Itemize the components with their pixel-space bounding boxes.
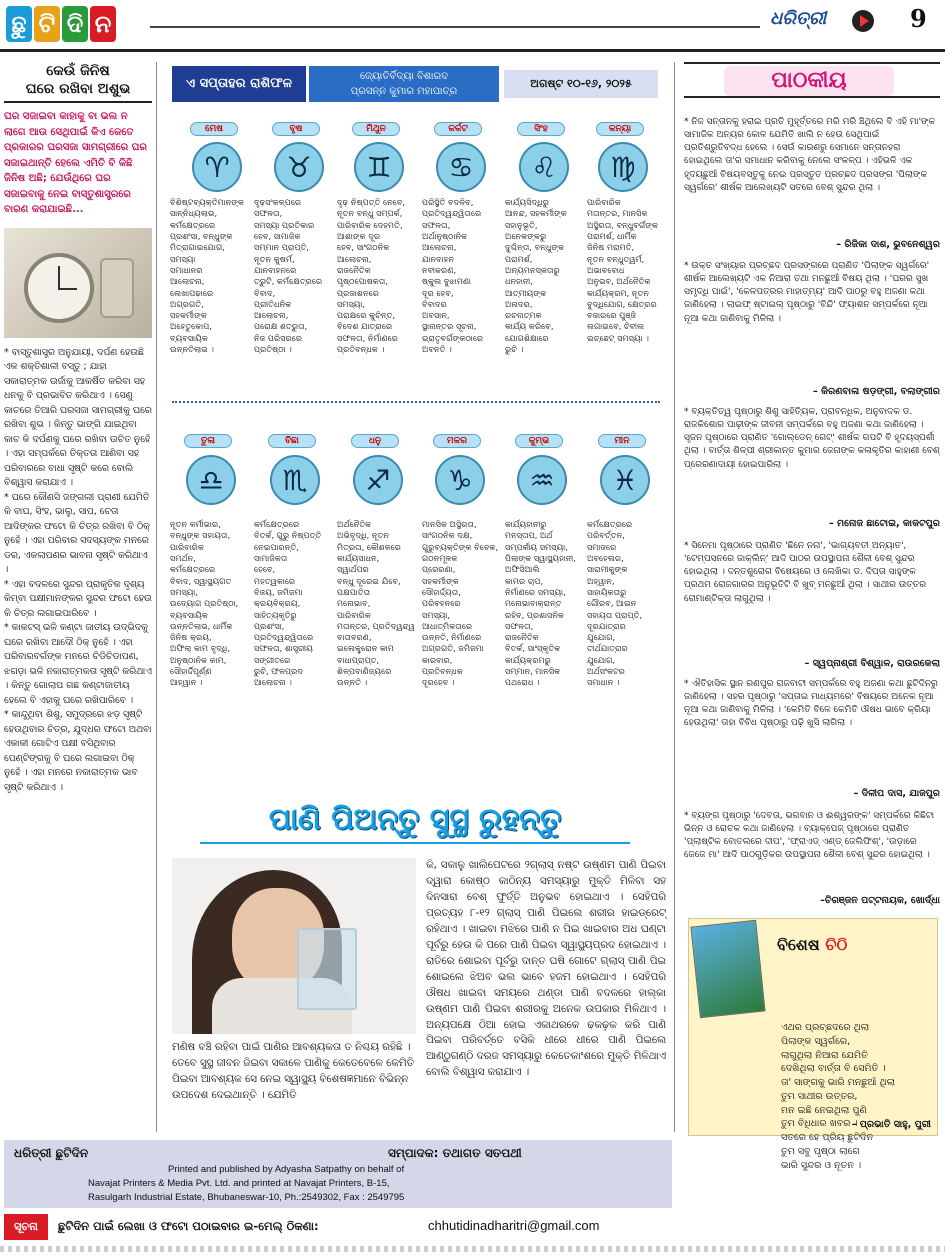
masthead-letter: ଛୁ	[6, 6, 32, 42]
footer-imprint-2: Navajat Printers & Media Pvt. Ltd. and printed at Navajat Printers, B-15,	[88, 1178, 390, 1189]
zodiac-name: ବୃଷ	[272, 122, 320, 136]
reader-letter: * ସିନେମା ପୃଷ୍ଠାରେ ପ୍ରାଣିତ 'ଛିନେ ନନା', 'ଭାଗ୍ୟବତୀ ଅନ୍ୟାତ', 'ଟେମ୍ପସନରେ ଜାକ୍‌ଲିନ୍' ଆଦି ପାଠର ଉପସ୍ଥାପନା ଶୈଳୀ ବେଶ୍ ସୁନ୍ଦର ହୋଇଥିଲା । ଦନ୍ତଶୁରୋଗ ବିଷେୟରେ ଓ ଲେଖିକା ଡ. ଦିପ୍ତା ସାହୁଙ୍କ ପ୍ରଥମ ରୋଜଗାରର ଅନୁଭୂତିଟି ବି ଖୁବ୍ ମନଛୁଆଁ ଥିଲା । ସାଥୀର ଉତ୍ତର ରୋମାଣ୍ଟିକ୍‌ତା ଲାଗୁଥିଲା ।	[684, 541, 927, 604]
zodiac-name: ତୁଳା	[184, 434, 232, 448]
gemini-icon: ♊	[354, 142, 404, 192]
byline-name: ପ୍ରସନ୍ନ କୁମାର ମହାପାତ୍ର	[350, 86, 458, 97]
zodiac-name: କର୍କଟ	[434, 122, 482, 136]
zodiac-forecast: ନୂତନ କର୍ମୀଭାର, ବନ୍ଧୁଙ୍କ ସହାୟତା, ପାରିବାରିକ ସମର୍ଥନ, କର୍ମକ୍ଷେତ୍ରରେ ବିବାଦ, ସ୍ୱାସ୍ଥ୍ୟଗତ ସମସ୍ୟା, ଉଦ୍ୟୋଗ ପ୍ରତିଷ୍ଠା, ବ୍ୟବସାୟିକ ଉନ୍ନତିଲାଭ, ଧାର୍ମିକ ଜିନିଷ କ୍ରୟ, ଅଫିଲ୍ କାମ ବୃଦ୍ଧି, ଅନୁଷ୍ଠାନିକ କାମ, ସୌହାର୍ଦ୍ଦିପୂର୍ଣ୍ଣ ଆହ୍ୱାନ ।	[170, 519, 239, 688]
zodiac-name: କନ୍ୟା	[596, 122, 644, 136]
scorpio-icon: ♏	[270, 455, 320, 505]
footer-brand: ଧରିତ୍ରୀ ଛୁଟିଦିନ	[14, 1146, 89, 1160]
special-letter-poem: ଏଥର ପ୍ରଚ୍ଛଦରେ ଥିଲା ପିଲାଙ୍କ ସ୍ୱର୍ଗରେ, ଲାଗୁଥିଲା ନିଆରା ଯେମିତି ଦେଖିଥିଲା ବାର୍ତ୍ତା ବି ସେମିତି । ତା' ସାଙ୍ଗକୁ ଭାରି ମନଛୁଆଁ ଥିଲା ତୁମ ସାଥୀର ଉତ୍ତର, ମନ ଇଛି ନେଇଥିଲା ପୁଣି ତୁମ ବିଧିଧାର ଖବର । ସତରେ ହେ ପ୍ରିୟ ଛୁଟିଦିନ ତୁମ ସବୁ ପୃଷ୍ଠା ଲାଗେ ଭାରି ସୁନ୍ଦର ଓ ନୂତନ ।	[781, 1022, 896, 1171]
reader-letter: * ବ୍ୟକ୍ତିତ୍ୱ ପୃଷ୍ଠାରୁ ଶିଶୁ ସାହିତ୍ୟିକ, ପ୍ରାବନ୍ଧିକ, ଅନୁବାଦକ ଡ. ରାଜକିଶୋର ପାଢ଼ୀଙ୍କ ଜୀବନୀ ସମ୍ପର୍କରେ ବହୁ ଅଜଣା କଥା ଜାଣିହେଲା । ସୃଜନ ପୃଷ୍ଠାରେ ପ୍ରାଣିତ 'ଗୋଲ୍‌ଡେନ୍ ଗେଟ୍' ଶୀର୍ଷକ ଗପଟି ବି ହୃଦୟସ୍ପର୍ଶୀ ଥିଲା । ବାର୍ତ୍ତା ଶିଳ୍ପୀ ଶ୍ରୀକାନ୍ତ କୁମାର ଜେନାଙ୍କ କଳାକୃତିର କାହାଣୀ ବେଶ୍ ପ୍ରେରଣାଦାୟୀ ହୋଇପାରିଲା ।	[684, 407, 940, 470]
headline-line: କେଉଁ ଜିନିଷ	[46, 63, 110, 79]
left-intro: ଘର ସଜାଇବା କାହାକୁ ବା ଭଲ ନ ଲାଗେ ଆଉ ସେଥିପାଇଁ କିଏ କେତେ ପ୍ରକାରର ଘରସଜା ସାମଗ୍ରୀରେ ଘର ସଜାଇଥାନ୍ତି ହେଲେ ଏମିତି ବି କିଛି ଜିନିଷ ଅଛି; ଯେଉଁଥିରେ ଘର ସଜାଇବାକୁ ନେଇ ବାସ୍ତୁଶାସ୍ତ୍ରରେ ବାରଣ କରାଯାଇଛି...	[4, 111, 148, 216]
footer-imprint-3: Rasulgarh Industrial Estate, Bhubaneswar-10, Ph.:2549302, Fax : 2549795	[88, 1192, 405, 1203]
byline-title: ଜ୍ୟୋତିର୍ବିଦ୍ୟା ବିଶାରଦ	[360, 71, 448, 82]
zodiac-forecast: ମାନସିକ ଅସ୍ଥିରତା, ସାଂଗଠନିକ ଦକ୍ଷ, ଗୁରୁବ୍ୟକ୍ତିଙ୍କ ବିବେକ, ଗଠନମୂଳକ ପ୍ରେରଣା, ସହକର୍ମୀଙ୍କ ସୌହାର୍ଦ୍ଦ୍ୟତା, ପରିବହନରେ ସମସ୍ୟା, ଆଧାତ୍ମିକତାରେ ଉନ୍ନତି, ନିର୍ମାଣରେ ଅଗ୍ରଗତି, ଜମିଜମା କାରବାର, ପ୍ରତିବନ୍ଧକ ଦୂରହେବ ।	[422, 519, 499, 688]
aries-icon: ♈	[192, 142, 242, 192]
notice-label: ସୂଚନା	[4, 1214, 48, 1240]
headline-line: ଘରେ ରଖିବା ଅଶୁଭ	[25, 81, 131, 98]
special-title-word: ବିଶେଷ	[777, 935, 820, 954]
column-divider	[674, 62, 675, 1132]
notice-bar	[4, 1214, 672, 1240]
left-headline	[4, 62, 152, 103]
reader-signature: –ଚିରଞ୍ଜନ ପଟ୍ଟନାୟକ, ଖୋର୍ଦ୍ଧା	[820, 895, 940, 906]
reader-column-title: ପାଠକୀୟ	[724, 66, 894, 96]
zodiac-forecast: ଦୃଢ଼ ନିଷ୍ପତ୍ତି ନେବେ, ନୂତନ ବନ୍ଧୁ ସମ୍ପର୍କ, ପାରିବାରିକ ଦେହମତି, ଆଶାଙ୍କ ଦୂର ହେବ, ସାଂଗଠନିକ ଆଲୋଚନା, ରାଜନୈତିକ ପୃଷ୍ଠପୋଷକତା, ପ୍ରଜାଶନରେ ସମସ୍ୟା, ପରାକ୍ଷରେ କୁଚିନ୍ତ, ବିଦେଶ ଯାତ୍ରାରେ ସଫଳତା, ନିର୍ମାଣରେ ପ୍ରତିବନ୍ଧକ ।	[337, 197, 406, 355]
horoscope-title: ଏ ସପ୍ତାହର ରାଶିଫଳ	[172, 66, 306, 102]
pisces-icon: ♓	[600, 455, 650, 505]
reader-signature: – ସ୍ୱପ୍ନାଶ୍ରୀ ବିଶ୍ୱାଳ, ରାଉରକେଲା	[804, 658, 940, 669]
water-headline-underline	[200, 842, 630, 844]
leo-icon: ♌	[519, 142, 569, 192]
capricorn-icon: ♑	[435, 455, 485, 505]
zodiac-forecast: କାର୍ଯ୍ୟସିଦ୍ଧିରୁ ଆନନ୍ଦ, ସହକର୍ମୀଙ୍କ ସହାନୁଭୂତି, ଅନେକଙ୍କରୁ ଦୁଶ୍ଚିନ୍ତା, ବନ୍ଧୁଙ୍କ ପରାମର୍ଶ, ଅନ୍ୟମନସ୍କତାରୁ ଧନହାନୀ, ଆତ୍ମୀୟଙ୍କ ଅନାଦର, ରଚନାତ୍ମକ କାର୍ଯ୍ୟ କରିବେ, ଯୋଗଶିକ୍ଷାରେ ରୁଚି ।	[505, 197, 567, 355]
water-lead-text: ମଣିଷ ବଞ୍ଚି ରହିବା ପାଇଁ ପାଣିର ଆବଶ୍ୟକତା ତ ନିଶ୍ଚୟ ରହିଛି । ତେବେ ସୁସ୍ଥ ଜୀବନ ଜିଇବା ସକାଳେ ପାଣିକୁ କେତେବେଳେ କେମିତି ପିଇବା ଆବଶ୍ୟକ ସେ ନେଇ ସ୍ୱାସ୍ଥ୍ୟ ବିଶେଷଜ୍ଞମାନେ ବିଭିନ୍ନ ଉପଦେଶ ଦେଇଥାନ୍ତି । ଯେମିତି	[172, 1041, 414, 1101]
zodiac-forecast: କାର୍ଯ୍ୟହାନୀରୁ ମନସ୍ତାପ, ଅର୍ଥ ସମ୍ପର୍କୀୟ ସମସ୍ୟା, ପିଲାଙ୍କ ସ୍ୱାସ୍ଥ୍ୟହାନୀ, ଅଫିସିଆଲି କାମର ଚାପ, ନିର୍ମାଣରେ ସମସ୍ୟା, ମନୋଭାବାକ୍ରାନ୍ତ ରହିବ, ପ୍ରଶାସନିକ ସଫଳତା, ରାଜନୈତିକ ବିତର୍କ, ସାଂସ୍କୃତିକ କାର୍ଯ୍ୟକ୍ରମରୁ ସମ୍ମାନ, ମାନସିକ ପଥରୋଧ ।	[505, 519, 576, 688]
masthead-letter: ଦି	[62, 6, 88, 42]
horoscope-separator	[172, 401, 660, 403]
zodiac-name: ମିଥୁନ	[352, 122, 400, 136]
sagittarius-icon: ♐	[353, 455, 403, 505]
zodiac-name: କୁମ୍ଭ	[515, 434, 563, 448]
special-letter-signature: – ପ୍ରଭାତି ସାହୁ, ପୁରୀ	[851, 1119, 931, 1130]
zodiac-forecast: ଅର୍ଥନୈତିକ ଅଭିବୃଦ୍ଧି, ନୂତନ ମିତ୍ରତା, କୌଶଳରେ କାର୍ଯ୍ୟସାଧନ, ସ୍ୱାର୍ଥପର ବନ୍ଧୁ ଦୂରେଇ ଯିବେ, ପକ୍ଷପାତିତା ମନୋଭାବ, ପାରିବାରିକ ମତାନ୍ତର, ପ୍ରତିଦ୍ୱନ୍ଦ୍ୱ ବାତାବରଣ, ଇଲେକ୍ଟ୍ରୋନ କାମ ବାଧାପ୍ରାପ୍ତ, ଶିଳ୍ପବାଣିଜ୍ୟରେ ଉନ୍ନତି ।	[337, 519, 415, 688]
page-number: 9	[910, 4, 927, 33]
horoscope-date: ଅଗଷ୍ଟ ୧୦-୧୬, ୨୦୨୫	[504, 70, 658, 98]
zodiac-name: ବିଛା	[268, 434, 316, 448]
masthead-logo	[6, 6, 118, 42]
woman-drinking-photo	[172, 858, 416, 1034]
zodiac-forecast: ପାରିବାରିକ ମତାନ୍ତର, ମାନସିକ ଅସ୍ଥିରତା, ବନ୍ଧୁବର୍ଗଙ୍କ ପରାମର୍ଶ, ଧାର୍ମିକ ଜିନିଷ ମରାମତି, ନୂତନ ବନ୍ଧୁତ୍ୱର୍ମ, ଅଭାବବୋଧ ଅନୁଭବ, ଅର୍ଥନୈତିକ କାର୍ଯ୍ୟକ୍ରମ, ନୂତନ ବୁଦ୍ଧିଯୋଗ, କ୍ଷେତ୍ରର ବଜାରରେ ପୁଞ୍ଜି ଲଗାଇବେ, ଚିବୀଲ ଇଚ୍ଛେଟ୍ ସମସ୍ୟା ।	[587, 197, 659, 343]
zodiac-name: ସିଂହ	[517, 122, 565, 136]
column-divider	[156, 62, 157, 1132]
horoscope-byline	[309, 66, 499, 102]
zodiac-forecast: କର୍ମକ୍ଷେତ୍ରରେ ବିତର୍କ, ଗୁରୁ ନିଷ୍ପତ୍ତି ନେଇପାରନ୍ତି, ସାମାଜିକତା ହେବେ, ମହତ୍ୱକାରେ ବିଜୟ, ଜମିଜମା କ୍ରୟବିକ୍ରୟ, ସାହିତ୍ୟକୃତିରୁ ପ୍ରଶଂସା, ପ୍ରତିଦ୍ୱନ୍ଦ୍ୱିତାରେ ସଫଳତା, ଶାସ୍ତ୍ରୀୟ ସଙ୍ଗୀତରେ ରୁଚି, ଫଳପ୍ରଦ ଆଲୋଚନା ।	[254, 519, 322, 688]
water-body: କି, ସକାଳୁ ଖାଲିପେଟରେ ୨ଗ୍ଲାସ୍ ନଷ୍ଟ ଉଷ୍ଣମ ପାଣି ପିଇବା ଦ୍ୱାରା କୋଷ୍ଠ କାଠିନ୍ୟ ସମସ୍ୟାରୁ ମୁକ୍ତି ମିଳିବା ସହ ଦିନସାରା ବେଶ୍ ଫୁର୍ତ୍ତି ଅନୁଭବ ହୋଇଥାଏ । ସେହିପରି ପ୍ରତ୍ୟହ ୮-୧୨ ଗ୍ଲାସ୍ ପାଣି ପିଇଲେ ଶରୀର ହାଇଡ୍ରେଟ୍ ରହିଥାଏ । ଖାଇବା ମଝିରେ ପାଣି ନ ପିଇ ଖାଇବାର ଅଧ ଘଣ୍ଟା ପୂର୍ବରୁ ହେଉ କି ପରେ ପାଣି ପିଇବା ସ୍ୱାସ୍ଥ୍ୟପ୍ରଦ ହୋଇଥାଏ । ରାତିରେ ଶୋଇବା ପୂର୍ବରୁ ଦାନ୍ତ ଘଷି ଗୋଟେ ଗ୍ଲାସ୍ ପାଣି ପିଇ ଶୋଇଲେ ଝିଅବ ଭଲ ଭାବେ ହଜମ ହୋଇଥାଏ । ସେହିପରି ଔଷଧ ଖାଇବା ସମୟରେ ଥଣ୍ଡା ପାଣି ବଦଳରେ ହାଲ୍କା ଉଷ୍ଣମ ପାଣି ପିଇବା ଶରୀରକୁ ଅନେକ ଉପକାର ମିଳିଥାଏ । ଅନ୍ୟପକ୍ଷେ ଠିଆ ହୋଇ ଏକାଥରକେ ଢକଢ଼କ କରି ପାଣି ପିଇବା ପରିବର୍ତ୍ତେ ବସିକି ଧୀରେ ଧୀରେ ପାଣି ପିଇଲେ ଆଣ୍ଠୁଗଣ୍ଠି ଦରଜ ସମସ୍ୟାରୁ କେତେକାଂଶରେ ମୁକ୍ତି ମିଳିଥାଏ ବୋଲି ବିଶ୍ୱାସ କରାଯାଏ ।	[426, 859, 666, 1079]
play-icon	[852, 10, 874, 32]
imprint-box	[4, 1140, 672, 1208]
reader-signature: – ରିଜିକା ଦାଶ, ଭୁବନେଶ୍ୱର	[836, 239, 940, 250]
reader-signature: – ମନୋଜ ଛାଟୋଇ, କାକଟପୁର	[828, 518, 940, 529]
water-lead	[172, 1040, 416, 1104]
special-letter-title	[777, 935, 847, 955]
zodiac-forecast: କର୍ମକ୍ଷେତ୍ରରେ ପରିବର୍ତ୍ତନ, ସମାଜରେ ଅବହେଳାର, ସାରାମୀକୁଙ୍କ ଅହ୍ୱାନ, ସାହାୟିକତାରୁ ଗୌରବ, ଆଇନ ସହାୟତା ପ୍ରାପ୍ତି, ଦୂରଯାତ୍ରାର ଯୁଯୋଗ, ତୀର୍ଥଯାତ୍ରାର ଯୁଯୋଗ, ଅର୍ଥସଂକଟର ସମାଧାନ ।	[587, 519, 643, 688]
reader-letter: * ଐତିହାସିକ ସ୍ଥାନ ରଣପୁର ରାଜବାଟୀ ସମ୍ପର୍କରେ ବହୁ ଅଜଣା କଥା ଛୁଟିଦିନରୁ ଜାଣିହେଲା । ସହର ପୃଷ୍ଠାରୁ 'ସପ୍ତାଇ ମାଧ୍ୟମରେ' ବିଷୟରେ ଅନେକ ନୂଆ ନୂଆ କଥା ଜାଣିବାକୁ ମିଳିଲା । 'କେମିତି ବିଳେ କେମିତି ଔଷଧ ଭାବେ କ୍ରିୟା ହେଉଥିଲା' ତାହା ବିବିଧ ପୃଷ୍ଠାରୁ ପଢ଼ି ଖୁସି ଲାଗିଲା ।	[684, 679, 938, 729]
zodiac-forecast: ବିଶିଷ୍ଟବ୍ୟକ୍ତିମାନଙ୍କ ସାନ୍ନିଧ୍ୟଲାଭ, କର୍ମକ୍ଷେତ୍ରରେ ପ୍ରଶଂସା, ବନ୍ଧୁଙ୍କ ମିତ୍ରାଗାଇଯୋଗ, ସମସ୍ୟା ସମାଧାନର ଆଲୋଚନା, ଲେଖାପଢାରେ ଅଗ୍ରଗତି, ସହକର୍ମୀଙ୍କ ଅହେତୁକୋପ, ବ୍ୟବସାୟିକ ଉନ୍ନତିଲାଭ ।	[170, 197, 245, 355]
reader-column-header	[684, 62, 940, 98]
reader-signature: – ଦିଳୀପ ଦାସ, ଯାଜପୁର	[853, 788, 940, 799]
zodiac-name: ମକର	[433, 434, 481, 448]
notice-email[interactable]: chhutidinadharitri@gmail.com	[428, 1218, 600, 1233]
reader-letter: * ନିଜ ସନ୍ତାନକୁ ହରାଇ ପ୍ରତି ମୁହୂର୍ତ୍ତରେ ମରି ମରି ଞ୍ଚିଥିଲେ ବି ଏହି ମା'ଙ୍କ ସାମାଜିକ ଅନ୍ୟର କୋଳ ଯେମିତି ଖାଲି ନ ହେଉ ସେଥିପାଇଁ ପ୍ରତିଶ୍ରୁତିବଦ୍ଧ ହେଲେ । ସେଉଁ କାରଣରୁ ସେମାନେ ସନ୍ତାନହରା ହୋଇଥିଲେ ତା'ର ସମାଧାନ କରିବାକୁ ନେଲେ ସଂକଳ୍ପ । ଏହିଭଳି ଏକ ହୃଦୟଛୁଆଁ ବିଷୟବସ୍ତୁକୁ ନେଇ ପ୍ରସ୍ତୁତ ପ୍ରଚ୍ଛଦ ପ୍ରସଙ୍ଗ 'ପିଲାଙ୍କ ସ୍ୱର୍ଗରେ' ଶୀର୍ଷକ ଆଲେଖ୍ୟଟି ସତରେ ବେଶ୍ ସୁନ୍ଦର ଥିଲା ।	[684, 117, 936, 193]
reader-letter: * ଉକ୍ତ ସଂଖ୍ୟାର ପ୍ରଚ୍ଛଦ ପ୍ରସଙ୍ଗରେ ପ୍ରାଣିତ 'ପିଲାଙ୍କ ସ୍ୱର୍ଗରେ' ଶୀର୍ଷକ ଆଲେଖ୍ୟଟି ଏକ ନିଆରା ତଥା ମନଛୁଆଁ ବିଷୟ ଥିଲା । 'ଘରର ସୁଖ ସମୃଦ୍ଧି ପାଇଁ', 'କେଳପତ୍ରର ମାହାତ୍ମ୍ୟ' ଆଦି ପାଠରୁ ବହୁ ଅଜଣା କଥା ଜାଣିହେଲା । ଲାଇଫ୍ ଷ୍ଟାଇଲ୍ ପୃଷ୍ଠାରୁ 'ବିନ୍ଦି' ଫ୍ୟାଶନ ସମ୍ପର୍କରେ ନୂଆ ନୂଆ କଥା ଜାଣିବାକୁ ମିଳିଲା ।	[684, 261, 930, 324]
masthead-letter: ନ	[90, 6, 116, 42]
special-letter-box	[688, 918, 938, 1171]
zodiac-name: ମୀନ	[598, 434, 646, 448]
bottom-rule	[0, 1246, 945, 1252]
zodiac-forecast: ପରିସ୍ଥିତି ବଦଳିବ, ପ୍ରତିଦ୍ୱନ୍ଦ୍ୱିତାରେ ସଫଳତା, ଅର୍ଥାନୁଷ୍ଠାନିକ ଆଲୋଚନା, ଯାନବାହନ ନବୀକରଣ, ଷ୍କୁଲ ବୁଝାମଣା ଦୂର ହେବ, ବିବାଦର ଅବସାନ, ସ୍ଥାନାନ୍ତର ସୂଚନା, ଭ୍ରାତୃବର୍ଗଙ୍କଠାରେ ଅବନତି ।	[422, 197, 484, 355]
aquarius-icon: ♒	[517, 455, 567, 505]
zodiac-forecast: ଦୃଢ଼ସଂକଳ୍ପରେ ସଫଳତା, ସମସ୍ୟା ପ୍ରତିକାର ହେବ, ସାମାଜିକ ସମ୍ମାନ ପ୍ରାପ୍ତି, ନୂତନ କୁଷର୍ମ, ଯାନବାହନରେ ତ୍ରୁଟି, କର୍ମକ୍ଷେତ୍ରରେ ବିବାଦ, ପ୍ରୀତିଧନିକ ଆଲୋଚନା, ପରୋକ୍ଷ ଶତ୍ରୁତା, ନିଜ ପରିସରରେ ପ୍ରତିଷ୍ଠା ।	[254, 197, 323, 355]
notice-text: ଛୁଟିଦିନ ପାଇଁ ଲେଖା ଓ ଫଟୋ ପଠାଇବାର ଇ-ମେଲ୍ ଠିକଣା:	[58, 1219, 319, 1233]
masthead-letter: ଟି	[34, 6, 60, 42]
horoscope-header	[172, 66, 660, 102]
reader-letter: * ବ୍ୟଙ୍ଗ ପୃଷ୍ଠାରୁ 'ଦେବତା, ଭଗବାନ ଓ ଈଶ୍ୱରଙ୍କ' ସମ୍ପର୍କରେ କିଛିଟା ଭିନ୍ନ ଓ ରୋଚକ କଥା ଜାଣିହେଲା । ବ୍ୟାକ୍‌ପେଜ୍ ପୃଷ୍ଠାରେ ପ୍ରାଣିତ 'ପ୍ଲାଷ୍ଟିକ ବୋତଲରେ ଦୀପ', 'ଫ୍ରାଏଡ୍ ଏଣ୍ଡ୍ ଜେଲିଫିଶ୍', 'ଉଡ଼ାରେ ଜେଜେ ମା' ଆଦି ପାଠଗୁଡ଼ିକର ଉପସ୍ଥାପନା ଶୈଳୀ ବେଶ୍ ସୁନ୍ଦର ହୋଇଥିଲା ।	[684, 811, 935, 861]
masthead	[0, 0, 945, 52]
magazine-thumbnail	[690, 920, 765, 1018]
publication-name: ଧରିତ୍ରୀ	[770, 8, 827, 29]
footer-imprint-1: Printed and published by Adyasha Satpathy on behalf of	[168, 1164, 405, 1175]
footer-editor: ସମ୍ପାଦକ: ତଥାଗତ ସତପଥୀ	[388, 1146, 522, 1160]
water-headline: ପାଣି ପିଅନ୍ତୁ ସୁସ୍ଥ ରୁହନ୍ତୁ	[268, 802, 562, 837]
left-body: * ବାସ୍ତୁଶାସ୍ତ୍ର ଅନୁଯାୟୀ, ଦର୍ପଣ ହେଉଛି ଏକ ଶକ୍ତିଶାଳୀ ବସ୍ତୁ ; ଯାହା ସକାରାତ୍ମକ ଉର୍ଜାକୁ ଆକର୍ଷିତ କରିବା ସହ ଧନକୁ ବି ପ୍ରଭାବିତ କରିଥାଏ । ସେଣୁ କାଚରେ ତିଆରି ଘରସଜା ସାମଗ୍ରୀକୁ ଘରେ ରଖିବା ଶୁଭ । କିନ୍ତୁ ଭାଙ୍ଗି ଯାଇଥିବା କାଚ କି ଦର୍ପଣକୁ ଘରେ ରଖିବା ଉଚିତ ନୁହେଁ । ଏହା ସମ୍ପର୍କରେ ତିକ୍ତତା ଆଣିବା ସହ ପରିବାରରେ ବାଧା ସୃଷ୍ଟି କରେ ବୋଲି ବିଶ୍ୱାସ କରାଯାଏ । * ଘରେ କୌଣସି ଜଙ୍ଗଲୀ ପ୍ରାଣୀ ଯେମିତି କି ବାଘ, ସିଂହ, ଭାଲୁ, ସାପ, ଚେତା ଆଦିଙ୍କର ଫଟୋ କି ଚିତ୍ର ରଖିବା ବି ଠିକ୍ ନୁହେଁ । ଏହା ପରିବାର ସଦସ୍ୟଙ୍କ ମନରେ ଡର, ଏକଲାପଣର ଭାବନା ସୃଷ୍ଟି କରିଥାଏ । * ଏହା ବଦଳରେ ସୁନ୍ଦର ପ୍ରାକୃତିକ ଦୃଶ୍ୟ କିମ୍ବା ପକ୍ଷୀମାନଙ୍କର ସୁନ୍ଦର ଫଟୋ ହେଉ କି ଚିତ୍ର ଲଗାଇପାରିବେ । * କାକଟସ୍ ଭଳି କଣ୍ଟା ଜାତୀୟ ଉଦ୍ଭିଦକୁ ଘରେ ରଖିବା ଆଦୌ ଠିକ୍ ନୁହେଁ । ଏହା ପରିବାରବର୍ଗଙ୍କ ମନରେ ଚିଡିଚିଡାପଣ, ଝଗଡ଼ା ଭଳି ନକାରାତ୍ମକତା ସୃଷ୍ଟି କରିଥାଏ । କିନ୍ତୁ ଗୋଲାପ ଗଛ କଣ୍ଟାଜାତୀୟ ହେଲେ ବି ଏହାକୁ ଘରେ ରଖିପାରିବେ । * କାନ୍ଦୁଥିବା ଶିଶୁ, ସମୁଦ୍ରରେ ଝଡ଼ ସୃଷ୍ଟି ହେଉଥିବାର ଚିତ୍ର, ଯୁଦ୍ଧର ଫଟୋ ଅଥବା ଏକାକୀ ଗୋଟିଏ ପକ୍ଷୀ ବସିଥିବାର ପେଣ୍ଟିଙ୍ଗକୁ ବି ଘରେ ଲଗାଇବା ଠିକ୍ ନୁହେଁ । ଏହା ମନରେ ନକାରାତ୍ମକ ଭାବ ସୃଷ୍ଟି କରିଥାଏ ।	[4, 346, 152, 793]
cancer-icon: ♋	[436, 142, 486, 192]
special-title-highlight: ଚିଠି	[825, 935, 848, 954]
zodiac-name: ଧନୁ	[351, 434, 399, 448]
taurus-icon: ♉	[274, 142, 324, 192]
zodiac-name: ମେଷ	[190, 122, 238, 136]
reader-signature: – କିରଣବାଳା ଷଡ଼ଙ୍ଗୀ, ବଲାଙ୍ଗୀର	[812, 386, 940, 397]
clock-image	[4, 228, 152, 338]
virgo-icon: ♍	[598, 142, 648, 192]
left-column	[4, 62, 152, 1137]
masthead-rule	[150, 26, 760, 28]
libra-icon: ♎	[186, 455, 236, 505]
